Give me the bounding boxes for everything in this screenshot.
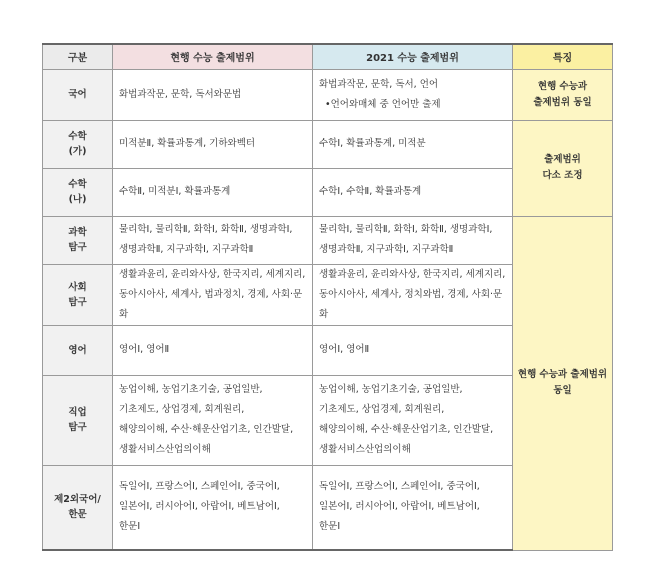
category-cell xyxy=(43,120,113,168)
feature-text: 출제범위 동일 xyxy=(533,96,592,108)
category-cell xyxy=(43,168,113,216)
new-scope-text: 일본어Ⅰ, 러시아어Ⅰ, 아랍어Ⅰ, 베트남어Ⅰ, xyxy=(319,501,480,513)
category-label: 제2외국어/ xyxy=(54,494,101,506)
new-scope-text: 화법과작문, 문학, 독서, 언어 xyxy=(319,78,439,90)
new-scope-cell xyxy=(313,325,513,375)
current-scope-text: 동아시아사, 세계사, 법과정치, 경제, 사회·문화 xyxy=(119,288,303,320)
category-label: 과학 xyxy=(68,227,87,238)
current-scope-text: 화법과작문, 문학, 독서와문법 xyxy=(119,88,242,100)
current-scope-text: 일본어Ⅰ, 러시아어Ⅰ, 아랍어Ⅰ, 베트남어Ⅰ, xyxy=(119,501,280,513)
new-scope-note: •언어와매체 중 언어만 출제 xyxy=(325,98,441,110)
category-cell xyxy=(43,216,113,264)
new-scope-text: 기초제도, 상업경제, 회계원리, xyxy=(319,404,445,415)
current-scope-text: 생명과학Ⅱ, 지구과학Ⅰ, 지구과학Ⅱ xyxy=(119,244,254,255)
table-row xyxy=(43,216,613,264)
current-scope-cell xyxy=(113,375,313,465)
category-label: (가) xyxy=(68,146,87,157)
category-label: (나) xyxy=(68,194,87,205)
feature-text: 동일 xyxy=(553,385,572,396)
new-scope-text: 독일어Ⅰ, 프랑스어Ⅰ, 스페인어Ⅰ, 중국어Ⅰ, xyxy=(319,481,480,493)
current-scope-cell xyxy=(113,325,313,375)
current-scope-cell xyxy=(113,69,313,120)
current-scope-cell xyxy=(113,216,313,264)
current-scope-text: 기초제도, 상업경제, 회계원리, xyxy=(119,404,245,415)
category-label: 사회 xyxy=(68,281,87,293)
category-label: 직업 xyxy=(68,407,87,418)
current-scope-text: 한문Ⅰ xyxy=(119,521,141,533)
category-label: 영어 xyxy=(68,344,87,356)
new-scope-text: 동아시아사, 세계사, 정치와법, 경제, 사회·문화 xyxy=(319,288,503,320)
feature-cell xyxy=(513,69,613,120)
current-scope-cell xyxy=(113,120,313,168)
category-label: 탐구 xyxy=(68,242,87,253)
new-scope-cell xyxy=(313,168,513,216)
current-scope-cell xyxy=(113,168,313,216)
current-scope-cell xyxy=(113,264,313,325)
current-scope-text: 생활서비스산업의이해 xyxy=(119,444,211,455)
table-row xyxy=(43,120,613,168)
new-scope-text: 생활서비스산업의이해 xyxy=(319,444,411,455)
current-scope-text: 해양의이해, 수산·해운산업기초, 인간발달, xyxy=(119,424,294,435)
category-cell xyxy=(43,69,113,120)
category-cell xyxy=(43,465,113,550)
header-current-scope: 현행 수능 출제범위 xyxy=(113,44,313,69)
category-label: 수학 xyxy=(68,131,87,142)
feature-text: 현행 수능과 출제범위 xyxy=(517,369,608,380)
new-scope-text: 생명과학Ⅱ, 지구과학Ⅰ, 지구과학Ⅱ xyxy=(319,244,454,255)
current-scope-text: 농업이해, 농업기초기술, 공업일반, xyxy=(119,384,263,395)
category-label: 국어 xyxy=(68,89,87,100)
header-row xyxy=(43,44,613,69)
new-scope-cell xyxy=(313,69,513,120)
new-scope-cell xyxy=(313,465,513,550)
feature-cell xyxy=(513,216,613,550)
feature-cell xyxy=(513,120,613,216)
new-scope-cell xyxy=(313,216,513,264)
new-scope-text: 해양의이해, 수산·해운산업기초, 인간발달, xyxy=(319,424,494,435)
new-scope-text: 영어Ⅰ, 영어Ⅱ xyxy=(319,344,370,355)
current-scope-text: 미적분Ⅱ, 확률과통계, 기하와벡터 xyxy=(119,138,256,149)
current-scope-text: 수학Ⅱ, 미적분Ⅰ, 확률과통계 xyxy=(119,186,231,197)
new-scope-cell xyxy=(313,264,513,325)
new-scope-text: 생활과윤리, 윤리와사상, 한국지리, 세계지리, xyxy=(319,268,506,280)
new-scope-text: 농업이해, 농업기초기술, 공업일반, xyxy=(319,384,463,395)
new-scope-text: 수학Ⅰ, 확률과통계, 미적분 xyxy=(319,138,426,149)
table-row xyxy=(43,69,613,120)
feature-text: 출제범위 xyxy=(544,154,581,165)
new-scope-text: 한문Ⅰ xyxy=(319,521,341,533)
feature-text: 다소 조정 xyxy=(542,170,583,181)
current-scope-text: 생활과윤리, 윤리와사상, 한국지리, 세계지리, xyxy=(119,268,306,280)
category-label: 수학 xyxy=(68,179,87,190)
current-scope-text: 독일어Ⅰ, 프랑스어Ⅰ, 스페인어Ⅰ, 중국어Ⅰ, xyxy=(119,481,280,493)
current-scope-cell xyxy=(113,465,313,550)
new-scope-text: 수학Ⅰ, 수학Ⅱ, 확률과통계 xyxy=(319,186,422,197)
category-cell xyxy=(43,264,113,325)
header-2021-scope: 2021 수능 출제범위 xyxy=(313,44,513,69)
header-category: 구분 xyxy=(43,44,113,69)
new-scope-text: 물리학Ⅰ, 물리학Ⅱ, 화학Ⅰ, 화학Ⅱ, 생명과학Ⅰ, xyxy=(319,224,493,235)
header-features: 특징 xyxy=(513,44,613,69)
category-label: 탐구 xyxy=(68,296,87,308)
category-cell xyxy=(43,325,113,375)
current-scope-text: 물리학Ⅰ, 물리학Ⅱ, 화학Ⅰ, 화학Ⅱ, 생명과학Ⅰ, xyxy=(119,224,293,235)
new-scope-cell xyxy=(313,120,513,168)
feature-text: 현행 수능과 xyxy=(537,80,588,92)
category-cell xyxy=(43,375,113,465)
category-label: 한문 xyxy=(68,509,87,521)
curriculum-comparison xyxy=(42,43,612,551)
exam-scope-table xyxy=(42,43,613,551)
current-scope-text: 영어Ⅰ, 영어Ⅱ xyxy=(119,344,170,355)
new-scope-cell xyxy=(313,375,513,465)
category-label: 탐구 xyxy=(68,422,87,433)
